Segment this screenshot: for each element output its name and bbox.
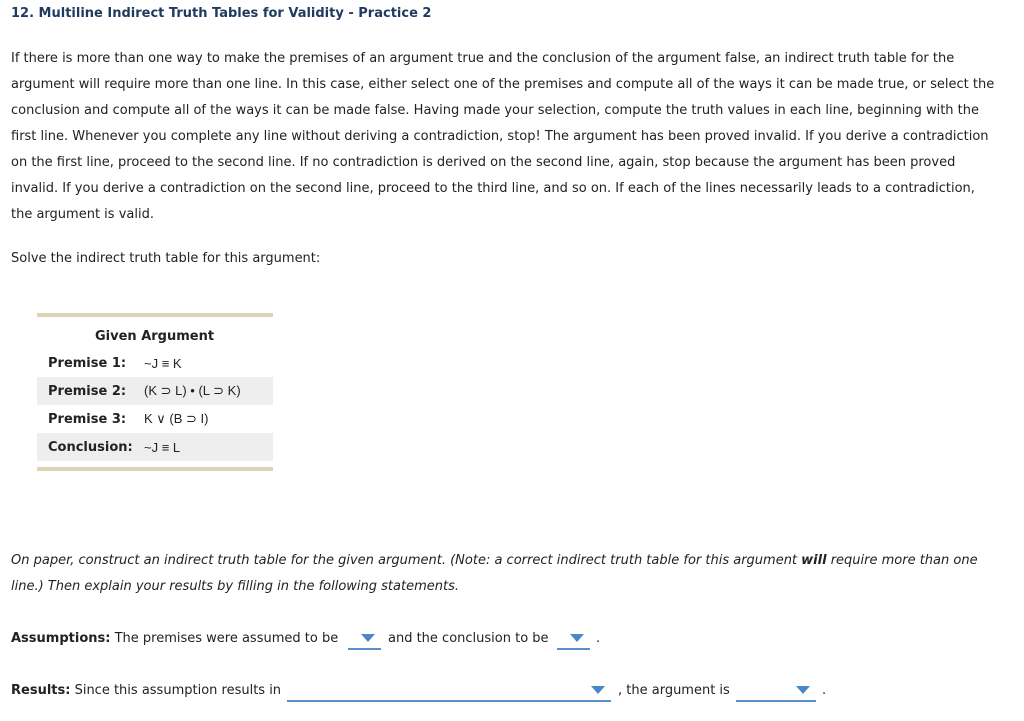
assumptions-statement [11, 631, 338, 646]
results-statement [11, 683, 281, 698]
chevron-down-icon[interactable] [796, 686, 810, 694]
assumptions-text-2: and the conclusion to be [388, 631, 549, 646]
table-padding [37, 461, 273, 467]
given-argument-heading: Given Argument [95, 329, 215, 344]
note-text: On paper, construct an indirect truth table for the given argument. (Note: a correct indirect truth table for this argument [11, 553, 802, 568]
note-emphasis: will [801, 553, 827, 568]
argument-row [37, 405, 273, 433]
assumptions-period: . [596, 631, 601, 646]
results-text-2: , the argument is [618, 683, 730, 698]
validity-dropdown[interactable] [736, 680, 816, 702]
instructions-paragraph [11, 46, 1011, 228]
premises-truth-dropdown[interactable] [348, 628, 381, 650]
instructions-line: invalid. If you derive a contradiction on the second line, proceed to the third line, and so on. If each of the lines necessarily leads to a contradiction, [11, 181, 975, 196]
argument-row [37, 377, 273, 405]
chevron-down-icon[interactable] [591, 686, 605, 694]
instructions-line: the argument is valid. [11, 207, 154, 222]
instructions-line: If there is more than one way to make the premises of an argument true and the conclusion of the argument false, an indirect truth table for the [11, 51, 955, 66]
chevron-down-icon[interactable] [570, 634, 584, 642]
given-argument-table [37, 313, 273, 471]
solve-prompt: Solve the indirect truth table for this argument: [11, 251, 321, 266]
argument-row-label: Premise 1: [48, 355, 127, 371]
conclusion-truth-dropdown[interactable] [557, 628, 590, 650]
argument-row-formula: ~J ≡ K [144, 355, 182, 371]
page-title: 12. Multiline Indirect Truth Tables for Validity - Practice 2 [11, 6, 432, 21]
argument-row [37, 349, 273, 377]
assumptions-text: The premises were assumed to be [114, 631, 339, 646]
chevron-down-icon[interactable] [361, 634, 375, 642]
argument-row-label: Conclusion: [48, 439, 133, 455]
argument-row-formula: ~J ≡ L [144, 439, 181, 455]
note-text: require more than one [826, 553, 978, 568]
note-line: line.) Then explain your results by filling in the following statements. [11, 579, 459, 594]
assumptions-label: Assumptions: [11, 631, 111, 646]
argument-row-label: Premise 3: [48, 411, 127, 427]
results-text: Since this assumption results in [74, 683, 282, 698]
result-dropdown[interactable] [287, 680, 611, 702]
argument-row-formula: K ∨ (B ⊃ I) [144, 411, 209, 426]
note-paragraph [11, 548, 1011, 600]
results-period: . [822, 683, 827, 698]
instructions-line: on the first line, proceed to the second line. If no contradiction is derived on the second line, again, stop because the argument has been proved [11, 155, 956, 170]
instructions-line: first line. Whenever you complete any line without deriving a contradiction, stop! The argument has been proved invalid. If you derive a contradiction [11, 129, 989, 144]
argument-row [37, 433, 273, 461]
argument-row-formula: (K ⊃ L) • (L ⊃ K) [144, 383, 241, 398]
argument-row-label: Premise 2: [48, 383, 127, 399]
note-line [11, 548, 1011, 574]
results-label: Results: [11, 683, 71, 698]
instructions-line: conclusion and compute all of the ways it can be made false. Having made your selection, compute the truth values in each line, beginning with the [11, 103, 980, 118]
instructions-line: argument will require more than one line. In this case, either select one of the premises and compute all of the ways it can be made true, or select the [11, 77, 995, 92]
